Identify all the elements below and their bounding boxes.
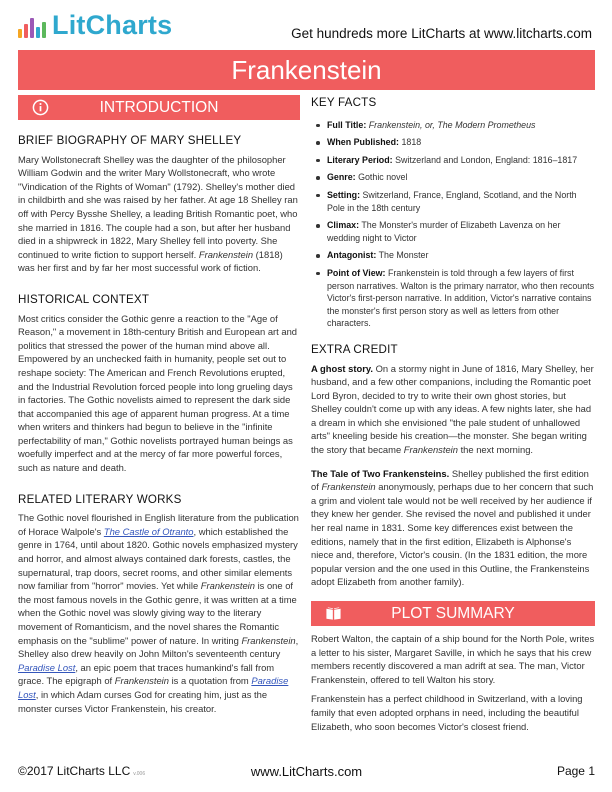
list-item: Full Title: Frankenstein, or, The Modern Prometheus <box>311 119 595 132</box>
version-label: v.006 <box>133 771 146 777</box>
plot-summary-heading: PLOT SUMMARY <box>391 605 515 622</box>
litcharts-logo[interactable] <box>18 12 172 38</box>
list-item: Antagonist: The Monster <box>311 249 595 262</box>
historical-heading: HISTORICAL CONTEXT <box>18 292 150 306</box>
page-header <box>0 0 612 46</box>
bio-heading: BRIEF BIOGRAPHY OF MARY SHELLEY <box>18 134 242 147</box>
page-number: Page 1 <box>556 764 595 778</box>
paradise-lost-link-2[interactable]: Paradise Lost <box>18 675 289 700</box>
header-tagline[interactable]: Get hundreds more LitCharts at www.litcharts.com <box>291 26 592 41</box>
left-column <box>18 95 300 725</box>
key-facts-list <box>311 119 595 330</box>
list-item: Genre: Gothic novel <box>311 171 595 184</box>
extra-credit-ghost-story: A ghost story. On a stormy night in June of 1816, Mary Shelley, her husband, and a few other companions, including the Romantic poet Lord Byron, decided to try to write their own ghost stories, but Shelley couldn't come up with any ideas. A few nights later, she had a dream in which she envisioned "the pale student of unhallowed arts" kneeling beside his creation—the monster. She began writing the story that became Frankenstein the next morning. <box>311 362 594 456</box>
list-item: Literary Period: Switzerland and London, England: 1816–1817 <box>311 154 595 167</box>
plot-summary-p2: Frankenstein has a perfect childhood in Switzerland, with a loving family that even adopted orphans in need, including the beautiful Elizabeth, who soon becomes Victor's closest friend. <box>311 693 583 732</box>
list-item: Point of View: Frankenstein is told through a few layers of first person narratives. Walton is the primary narrator, who then recounts Victor's first-person narrative. In addition, Victor's narrative contains the monster's first person story as well as letters from other characters. <box>311 267 595 330</box>
plot-summary-p1: Robert Walton, the captain of a ship bound for the North Pole, writes a letter to his sister, Margaret Saville, in which he says that his crew members recently discovered a man adrift at sea. The man, Victor Frankenstein, offered to tell Walton his story. <box>311 633 595 685</box>
plot-summary-header <box>311 601 595 626</box>
historical-text: Most critics consider the Gothic genre a reaction to the "Age of Reason," a movement in 18th-century British and European art and politics that stressed the power of the human mind above all. Empowered by an unchecked faith in humanity, people set out to reshape society: The American and French Revolutions erupted, and the Industrial Revolution forced people into long grueling days in factories. The Gothic novelists aimed to represent the dark side that accompanied this age of apparent human progress. At a time when writers and thinkers had begun to believe in the "infinite perfectability of man," Gothic novelists portrayed human beings as woefully imperfect and at the mercy of far more powerful forces, such as nature and death. <box>18 312 298 474</box>
info-icon <box>32 99 49 116</box>
list-item: Climax: The Monster's murder of Elizabeth Lavenza on her wedding night to Victor <box>311 219 595 244</box>
right-column <box>311 95 595 743</box>
copyright: ©2017 LitCharts LLC v.006 <box>18 764 146 778</box>
logo-text: LitCharts <box>52 10 173 40</box>
introduction-header <box>18 95 300 120</box>
bio-text: Mary Wollstonecraft Shelley was the daughter of the philosopher William Godwin and the writer Mary Wollstonecraft, who wrote "Vindication of the Rights of Woman" (1792). Shelley's mother died in childbirth and she was raised by her father. At age 18 Shelley ran off with Percy Bysshe Shelley, a leading British Romantic poet, who she married in 1816. The couple had a son, but after her husband died in a shipwreck in 1822, Mary Shelley fell into poverty. She continued to write fiction to support herself. Frankenstein (1818) was her first and by far her most successful work of fiction. <box>18 153 298 274</box>
related-text: The Gothic novel flourished in English literature from the publication of Horace Walpole's The Castle of Otranto, which established the genre in 1764, until about 1820. Gothic novels emphasized mystery and horror, and almost always contained dark forests, castles, the supernatural, trap doors, secret rooms, and other similar elements now familiar from "horror" movies. Yet while Frankenstein is one of the most famous novels in the Gothic genre, it was written at a time when the Gothic novel was slowly giving way to the literary movement of Romanticism, and the novel shares the Romantic emphasis on the "sublime" power of nature. In writing Frankenstein, Shelley also drew heavily on John Milton's seventeenth century Paradise Lost, an epic poem that traces humankind's fall from grace. The epigraph of Frankenstein is a quotation from Paradise Lost, in which Adam curses God for creating him, just as the monster curses Victor Frankenstein, his creator. <box>18 512 299 714</box>
logo-bars-icon <box>18 16 46 38</box>
page-title: Frankenstein <box>18 50 595 90</box>
list-item: Setting: Switzerland, France, England, Scotland, and the North Pole in the 18th century <box>311 189 595 214</box>
castle-of-otranto-link[interactable]: The Castle of Otranto <box>103 525 194 537</box>
introduction-heading: INTRODUCTION <box>99 99 219 116</box>
extra-credit-two-frankensteins: The Tale of Two Frankensteins. Shelley published the first edition of Frankenstein anonymously, perhaps due to her concern that such a grim and violent tale would not be well received by her audience if they knew her gender. She revised the novel and published it under her real name in 1831. Some key differences exist between the editions, namely that in the first edition, Elizabeth is Alphonse's niece and, therefore, Victor's cousin. (In the 1831 edition, the more popular version and the one used in this Outline, the Frankensteins adopt Elizabeth from another family). <box>311 467 594 588</box>
book-icon <box>325 605 342 622</box>
paradise-lost-link[interactable]: Paradise Lost <box>18 661 76 673</box>
footer-website-link[interactable]: www.LitCharts.com <box>250 764 363 779</box>
related-heading: RELATED LITERARY WORKS <box>18 492 182 506</box>
extra-credit-heading: EXTRA CREDIT <box>311 342 398 356</box>
key-facts-heading: KEY FACTS <box>311 96 377 109</box>
list-item: When Published: 1818 <box>311 136 595 149</box>
